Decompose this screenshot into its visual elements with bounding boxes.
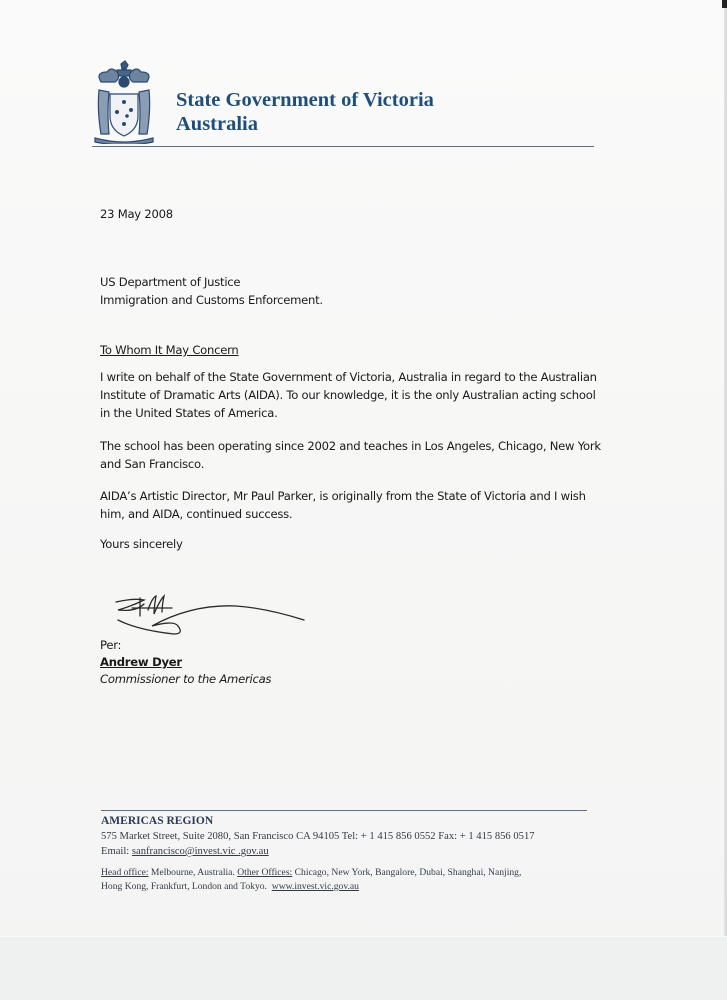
paragraph-line: AIDA’s Artistic Director, Mr Paul Parker, is originally from the State of Victoria and I wish bbox=[100, 489, 586, 503]
paragraph-line: Institute of Dramatic Arts (AIDA). To our knowledge, it is the only Australian acting school bbox=[100, 388, 596, 402]
closing: Yours sincerely bbox=[100, 537, 183, 551]
footer-address: 575 Market Street, Suite 2080, San Francisco CA 94105 Tel: + 1 415 856 0552 Fax: + 1 415 856 0517 bbox=[101, 831, 535, 842]
recipient-block bbox=[100, 273, 323, 309]
website-link[interactable]: www.invest.vic.gov.au bbox=[271, 881, 359, 892]
letterhead-divider bbox=[92, 146, 594, 147]
other-offices-cont: Hong Kong, Frankfurt, London and Tokyo. bbox=[101, 881, 272, 892]
head-office-label: Head office: bbox=[101, 867, 149, 878]
other-offices-label: Other Offices: bbox=[237, 867, 293, 878]
salutation: To Whom It May Concern bbox=[100, 343, 239, 357]
per-label: Per: bbox=[100, 638, 122, 652]
recipient-line: US Department of Justice bbox=[100, 275, 241, 289]
scan-bottom-area bbox=[0, 938, 727, 1000]
paragraph-line: him, and AIDA, continued success. bbox=[100, 507, 293, 521]
footer-offices-line1 bbox=[101, 867, 521, 878]
head-office: Melbourne, Australia. bbox=[148, 867, 238, 878]
paragraph-line: in the United States of America. bbox=[100, 406, 278, 420]
paragraph-1 bbox=[100, 368, 597, 422]
email-link[interactable]: sanfrancisco@invest.vic .gov.au bbox=[131, 846, 269, 857]
coat-of-arms-icon bbox=[93, 60, 155, 144]
other-offices: Chicago, New York, Bangalore, Dubai, Shanghai, Nanjing, bbox=[292, 867, 522, 878]
paragraph-line: The school has been operating since 2002 and teaches in Los Angeles, Chicago, New York bbox=[100, 439, 601, 453]
footer-email-line bbox=[101, 846, 269, 857]
signature-icon bbox=[112, 594, 312, 638]
paragraph-line: and San Francisco. bbox=[100, 457, 205, 471]
email-label: Email: bbox=[101, 846, 132, 857]
letter-date: 23 May 2008 bbox=[100, 207, 173, 221]
footer-offices-line2 bbox=[101, 881, 359, 892]
paragraph-line: I write on behalf of the State Government of Victoria, Australia in regard to the Australian bbox=[100, 370, 597, 384]
scan-corner bbox=[722, 0, 727, 8]
recipient-line: Immigration and Customs Enforcement. bbox=[100, 293, 323, 307]
signer-title: Commissioner to the Americas bbox=[100, 672, 272, 686]
letterhead-title bbox=[176, 88, 434, 136]
footer-divider bbox=[101, 810, 587, 811]
letterhead-title-line1: State Government of Victoria bbox=[176, 89, 434, 111]
footer-region: AMERICAS REGION bbox=[101, 815, 214, 827]
signer-name: Andrew Dyer bbox=[100, 655, 182, 669]
letterhead-title-line2: Australia bbox=[176, 113, 258, 135]
paragraph-3 bbox=[100, 487, 586, 523]
paragraph-2 bbox=[100, 437, 601, 473]
